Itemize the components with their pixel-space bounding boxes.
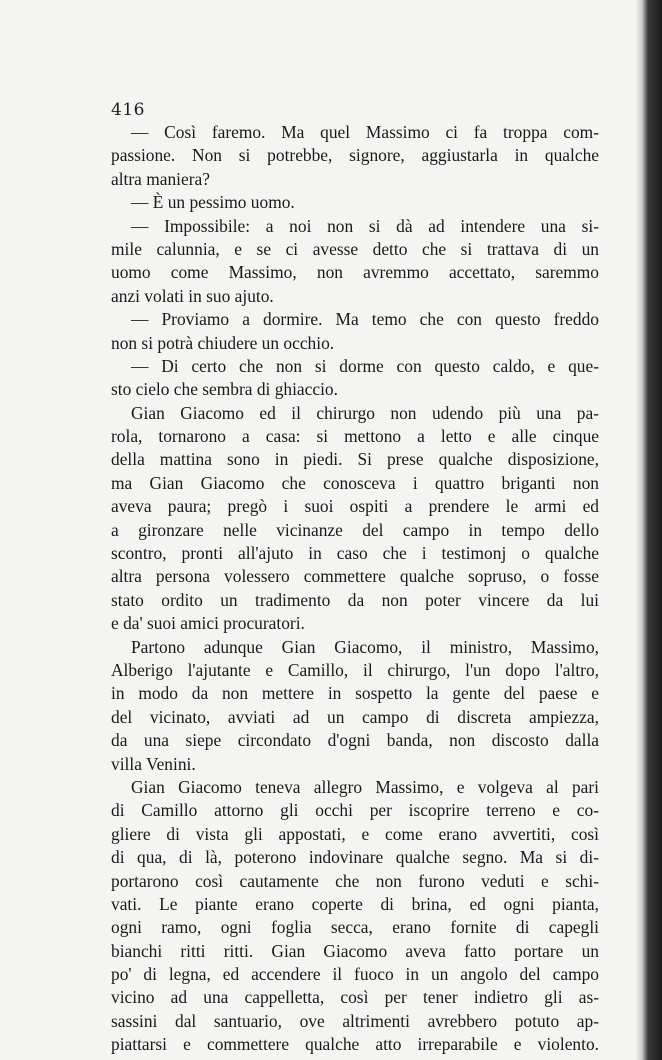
text-line: della mattina sono in piedi. Si prese qualche disposizione, bbox=[111, 449, 599, 470]
text-line: po' di legna, ed accendere il fuoco in un angolo del campo bbox=[111, 964, 599, 985]
text-line: ogni ramo, ogni foglia secca, erano fornite di capegli bbox=[111, 917, 599, 938]
text-line: — Proviamo a dormire. Ma temo che con questo freddo bbox=[131, 309, 599, 330]
text-line: altra persona volessero commettere qualche sopruso, o fosse bbox=[111, 566, 599, 587]
text-line: stato ordito un tradimento da non poter vincere da lui bbox=[111, 589, 599, 610]
text-line: mile calunnia, e se ci avesse detto che si trattava di un bbox=[111, 238, 599, 259]
text-line: — Impossibile: a noi non si dà ad intendere una si- bbox=[131, 215, 599, 236]
text-line: di qua, di là, poterono indovinare qualche segno. Ma si di- bbox=[111, 847, 599, 868]
text-line: — È un pessimo uomo. bbox=[131, 192, 295, 213]
body-text bbox=[111, 121, 599, 1057]
text-line: Gian Giacomo ed il chirurgo non udendo più una pa- bbox=[131, 402, 599, 423]
page-edge-shadow bbox=[636, 0, 662, 1060]
text-line: a gironzare nelle vicinanze del campo in tempo dello bbox=[111, 519, 599, 540]
text-line: piattarsi e commettere qualche atto irreparabile e violento. bbox=[111, 1034, 599, 1055]
text-line: — Di certo che non si dorme con questo caldo, e que- bbox=[131, 355, 599, 376]
text-line: aveva paura; pregò i suoi ospiti a prendere le armi ed bbox=[111, 496, 599, 517]
text-line: del vicinato, avviati ad un campo di discreta ampiezza, bbox=[111, 706, 599, 727]
text-line: vicino ad una cappelletta, così per tener indietro gli as- bbox=[111, 987, 599, 1008]
text-line: uomo come Massimo, non avremmo accettato, saremmo bbox=[111, 262, 599, 283]
text-line: — Così faremo. Ma quel Massimo ci fa troppa com- bbox=[131, 122, 599, 142]
text-line: Gian Giacomo teneva allegro Massimo, e volgeva al pari bbox=[131, 776, 599, 797]
text-line: bianchi ritti ritti. Gian Giacomo aveva fatto portare un bbox=[111, 940, 599, 961]
text-line: ma Gian Giacomo che conosceva i quattro briganti non bbox=[111, 472, 599, 493]
text-line: villa Venini. bbox=[111, 753, 196, 774]
text-line: altra maniera? bbox=[111, 168, 210, 189]
text-line: in modo da non mettere in sospetto la gente del paese e bbox=[111, 683, 599, 704]
text-line: anzi volati in suo ajuto. bbox=[111, 285, 274, 306]
text-line: da una siepe circondato d'ogni banda, non discosto dalla bbox=[111, 730, 599, 751]
text-line: rola, tornarono a casa: si mettono a letto e alle cinque bbox=[111, 426, 599, 447]
text-line: e da' suoi amici procuratori. bbox=[111, 613, 305, 634]
text-line: passione. Non si potrebbe, signore, aggiustarla in qualche bbox=[111, 145, 599, 166]
text-line: sto cielo che sembra di ghiaccio. bbox=[111, 379, 338, 400]
text-line: gliere di vista gli appostati, e come erano avvertiti, così bbox=[111, 823, 599, 844]
text-line: Partono adunque Gian Giacomo, il ministro, Massimo, bbox=[131, 636, 599, 657]
text-line: Alberigo l'ajutante e Camillo, il chirurgo, l'un dopo l'altro, bbox=[111, 659, 599, 680]
page-number: 416 bbox=[111, 100, 145, 120]
text-line: portarono così cautamente che non furono veduti e schi- bbox=[111, 870, 599, 891]
text-line: non si potrà chiudere un occhio. bbox=[111, 332, 335, 353]
text-line: di Camillo attorno gli occhi per iscoprire terreno e co- bbox=[111, 800, 599, 821]
text-line: sassini dal santuario, ove altrimenti avrebbero potuto ap- bbox=[111, 1010, 599, 1031]
text-line: scontro, pronti all'ajuto in caso che i testimonj o qualche bbox=[111, 543, 599, 564]
text-line: vati. Le piante erano coperte di brina, ed ogni pianta, bbox=[111, 893, 599, 914]
